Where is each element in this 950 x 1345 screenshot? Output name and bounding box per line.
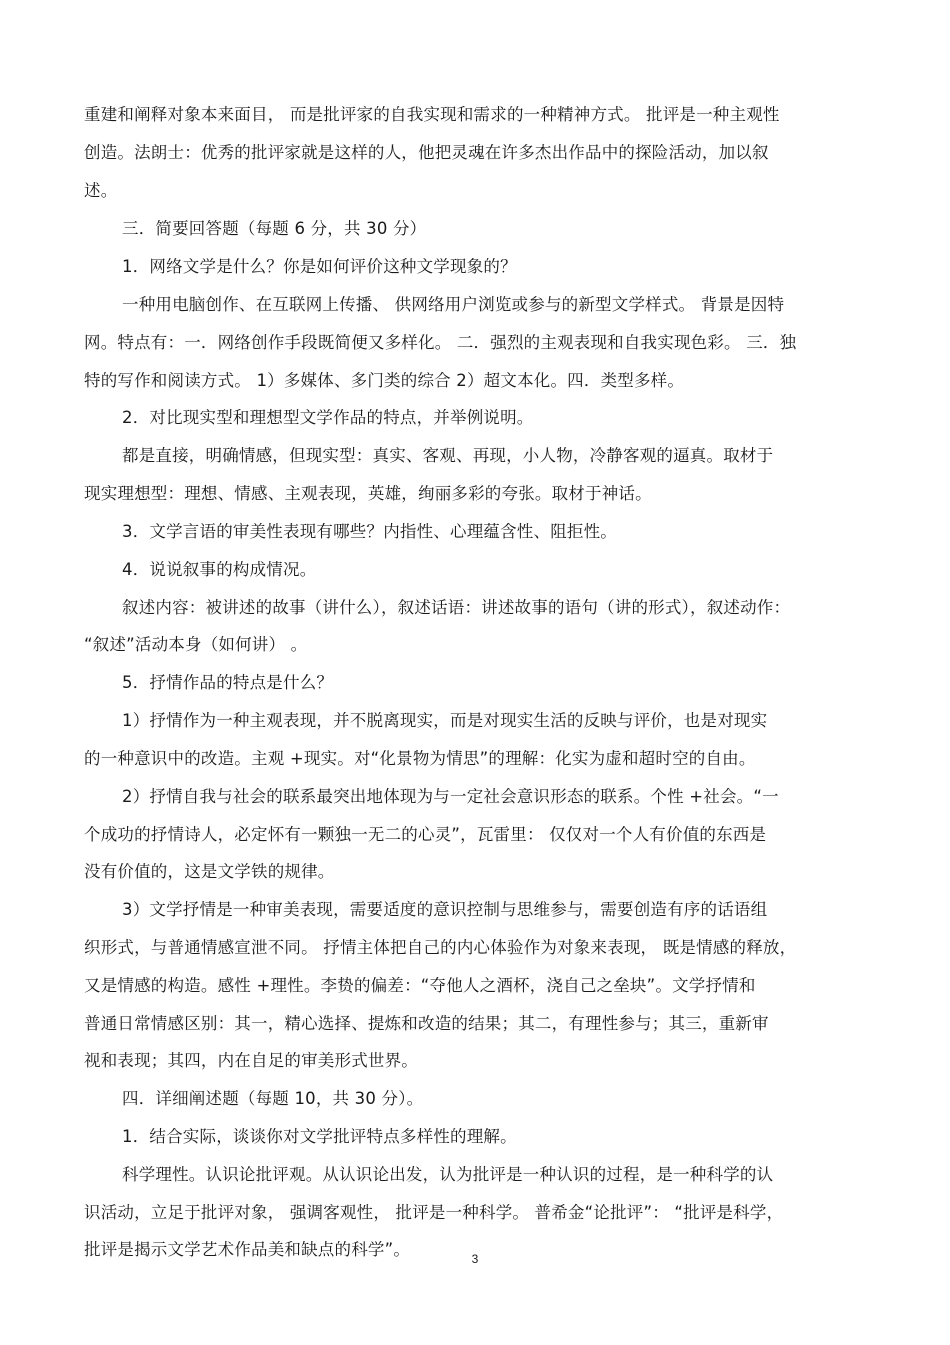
page-number: 3 xyxy=(471,1252,479,1266)
text-line: 特的写作和阅读方式。 1）多媒体、多门类的综合 2）超文本化。四．类型多样。 xyxy=(84,371,685,390)
text-line: 普通日常情感区别：其一，精心选择、提炼和改造的结果；其二，有理性参与；其三，重新审 xyxy=(84,1014,769,1033)
text-line: 都是直接，明确情感，但现实型：真实、客观、再现，小人物，冷静客观的逼真。取材于 xyxy=(122,446,774,465)
text-line: 现实理想型：理想、情感、主观表现，英雄，绚丽多彩的夸张。取材于神话。 xyxy=(84,484,652,503)
text-line: 重建和阐释对象本来面目， 而是批评家的自我实现和需求的一种精神方式。 批评是一种主观性 xyxy=(84,105,780,124)
text-line: 一种用电脑创作、在互联网上传播、 供网络用户浏览或参与的新型文学样式。 背景是因特 xyxy=(122,295,785,314)
section-heading: 四．详细阐述题（每题 10，共 30 分）。 xyxy=(122,1089,424,1108)
text-line: “叙述”活动本身（如何讲） 。 xyxy=(84,635,308,654)
text-line: 叙述内容：被讲述的故事（讲什么），叙述话语：讲述故事的语句（讲的形式），叙述动作： xyxy=(122,598,791,617)
question: 5．抒情作品的特点是什么？ xyxy=(122,673,334,692)
text-line: 没有价值的，这是文学铁的规律。 xyxy=(84,862,335,881)
text-line: 科学理性。认识论批评观。从认识论出发，认为批评是一种认识的过程，是一种科学的认 xyxy=(122,1165,774,1184)
question: 1．结合实际，谈谈你对文学批评特点多样性的理解。 xyxy=(122,1127,517,1146)
text-line: 2）抒情自我与社会的联系最突出地体现为与一定社会意识形态的联系。个性 +社会。“一 xyxy=(122,787,779,806)
text-line: 个成功的抒情诗人，必定怀有一颗独一无二的心灵”，瓦雷里： 仅仅对一个人有价值的东西是 xyxy=(84,825,767,844)
text-line: 织形式，与普通情感宣泄不同。 抒情主体把自己的内心体验作为对象来表现， 既是情感的释放， xyxy=(84,938,797,957)
text-line: 的一种意识中的改造。主观 +现实。对“化景物为情思”的理解：化实为虚和超时空的自由。 xyxy=(84,749,756,768)
question: 4．说说叙事的构成情况。 xyxy=(122,560,317,579)
text-line: 识活动，立足于批评对象， 强调客观性， 批评是一种科学。 普希金“论批评”： “批评是科学， xyxy=(84,1203,784,1222)
question: 3．文学言语的审美性表现有哪些？内指性、心理蕴含性、阻拒性。 xyxy=(122,522,617,541)
text-line: 1）抒情作为一种主观表现，并不脱离现实，而是对现实生活的反映与评价，也是对现实 xyxy=(122,711,768,730)
text-line: 创造。法朗士：优秀的批评家就是这样的人，他把灵魂在许多杰出作品中的探险活动，加以叙 xyxy=(84,143,769,162)
question: 1．网络文学是什么？你是如何评价这种文学现象的？ xyxy=(122,257,517,276)
text-line: 网。特点有：一．网络创作手段既简便又多样化。 二．强烈的主观表现和自我实现色彩。 三．独 xyxy=(84,333,797,352)
text-line: 3）文学抒情是一种审美表现，需要适度的意识控制与思维参与，需要创造有序的话语组 xyxy=(122,900,768,919)
question: 2．对比现实型和理想型文学作品的特点，并举例说明。 xyxy=(122,408,534,427)
section-heading: 三．简要回答题（每题 6 分，共 30 分） xyxy=(122,219,427,238)
text-line: 述。 xyxy=(84,181,118,200)
text-line: 又是情感的构造。感性 +理性。李贽的偏差：“夺他人之酒杯，浇自己之垒块”。文学抒情和 xyxy=(84,976,756,995)
text-line: 视和表现；其四，内在自足的审美形式世界。 xyxy=(84,1051,418,1070)
text-line: 批评是揭示文学艺术作品美和缺点的科学”。 xyxy=(84,1240,411,1259)
